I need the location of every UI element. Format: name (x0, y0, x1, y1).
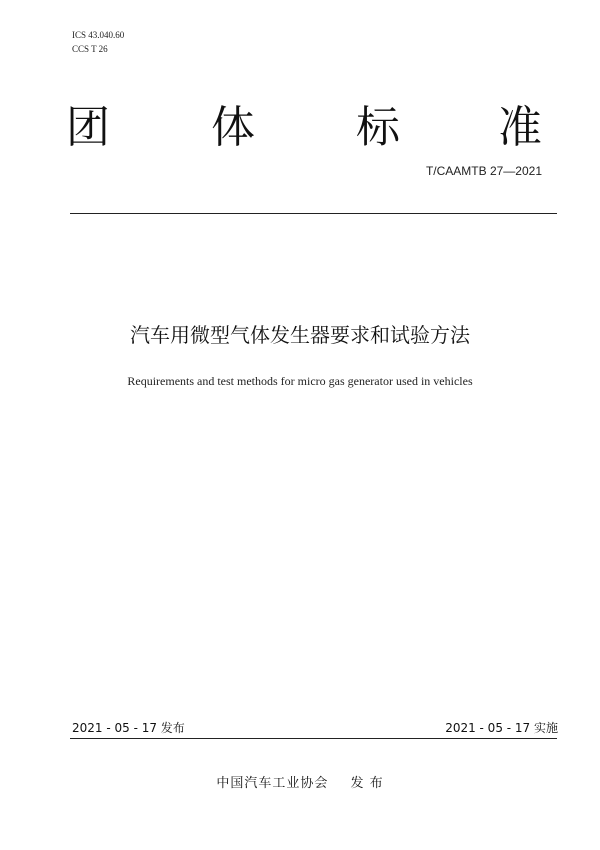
bottom-divider (70, 738, 557, 739)
publisher-name: 中国汽车工业协会 (216, 776, 329, 791)
standard-type-char: 体 (211, 102, 255, 153)
implementation-date: 2021 - 05 - 17 实施 (445, 721, 558, 735)
standard-type-char: 准 (498, 102, 542, 153)
publisher-line (0, 775, 600, 793)
document-title-chinese: 汽车用微型气体发生器要求和试验方法 (130, 323, 470, 347)
standard-type-char: 标 (356, 102, 400, 153)
ccs-code: CCS T 26 (72, 44, 108, 54)
issue-date: 2021 - 05 - 17 发布 (72, 721, 185, 735)
top-divider (70, 213, 557, 214)
publisher-action: 发 布 (350, 776, 384, 791)
document-title-english: Requirements and test methods for micro gas generator used in vehicles (127, 374, 473, 388)
standard-number: T/CAAMTB 27—2021 (425, 164, 542, 178)
standard-type-heading (66, 100, 546, 160)
ics-code: ICS 43.040.60 (72, 30, 125, 40)
standard-type-char: 团 (66, 102, 110, 153)
